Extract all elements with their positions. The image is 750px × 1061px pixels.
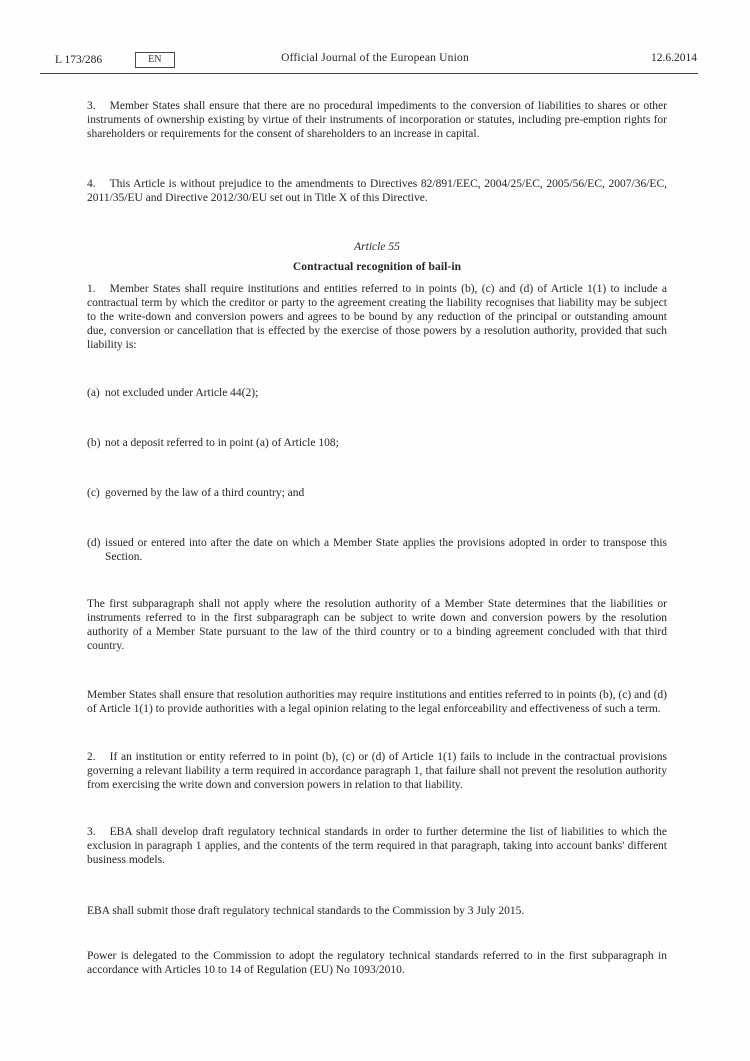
subparagraph-power-delegated: Power is delegated to the Commission to adopt the regulatory technical standards referred to in the first subparagraph in accordance with Articles 10 to 14 of Regulation (EU) No 1093/2010. [87, 950, 667, 976]
header-left-group [55, 52, 175, 68]
journal-title: Official Journal of the European Union [281, 52, 469, 64]
list-item-text: not excluded under Article 44(2); [105, 387, 259, 399]
document-body [87, 99, 667, 1013]
page-reference: L 173/286 [55, 54, 103, 66]
paragraph-text: This Article is without prejudice to the amendments to Directives 82/891/EEC, 2004/25/EC, 2005/56/EC, 2007/36/EC, 2011/35/EU and Directive 2012/30/EU set out in Title X of this Directive. [87, 178, 667, 204]
subparagraph-exception: The first subparagraph shall not apply where the resolution authority of a Member State determines that the liabilities or instruments referred to in the first subparagraph can be subject to write down and conversion powers by the resolution authority of a Member State pursuant to the law of the third country or to a binding agreement concluded with that third country. [87, 598, 667, 652]
list-item-a [87, 386, 667, 400]
subparagraph-eba-submit: EBA shall submit those draft regulatory technical standards to the Commission by 3 July 2015. [87, 905, 525, 917]
list-item-d [87, 536, 667, 564]
list-item-label: (d) [87, 537, 101, 549]
paragraph-3 [87, 99, 667, 141]
list-item-text: issued or entered into after the date on which a Member State applies the provisions adopted in order to transpose this Section. [105, 537, 667, 563]
list-item-text: not a deposit referred to in point (a) of Article 108; [105, 437, 339, 449]
subparagraph-legal-opinion: Member States shall ensure that resolution authorities may require institutions and entities referred to in points (b), (c) and (d) of Article 1(1) to provide authorities with a legal opinion relating to the legal enforceability and effectiveness of such a term. [87, 689, 667, 715]
paragraph-1 [87, 282, 667, 352]
list-item-label: (a) [87, 387, 100, 399]
paragraph-2 [87, 750, 667, 792]
paragraph-number: 4. [87, 178, 96, 190]
list-item-label: (c) [87, 487, 100, 499]
page-header [0, 50, 750, 68]
paragraph-text: EBA shall develop draft regulatory technical standards in order to further determine the list of liabilities to which the exclusion in paragraph 1 applies, and the contents of the term required in that paragraph, taking into account banks' different business models. [87, 826, 667, 866]
paragraph-number: 1. [87, 283, 96, 295]
header-rule [40, 73, 698, 74]
language-badge: EN [135, 52, 174, 68]
issue-date: 12.6.2014 [651, 52, 697, 64]
list-item-text: governed by the law of a third country; and [105, 487, 305, 499]
paragraph-number: 3. [87, 100, 96, 112]
article-title-heading: Contractual recognition of bail-in [292, 261, 462, 273]
list-item-label: (b) [87, 437, 101, 449]
list-item-b [87, 436, 667, 450]
paragraph-number: 2. [87, 751, 96, 763]
paragraph-number: 3. [87, 826, 96, 838]
article-number-heading: Article 55 [354, 241, 400, 253]
paragraph-text: Member States shall require institutions and entities referred to in points (b), (c) and (d) of Article 1(1) to include a contractual term by which the creditor or party to the agreement creating the liability recognises that liability may be subject to the write-down and conversion powers and agrees to be bound by any reduction of the principal or outstanding amount due, conversion or cancellation that is effected by the exercise of those powers by a resolution authority, provided that such liability is: [87, 283, 667, 351]
paragraph-3-eba [87, 825, 667, 867]
paragraph-text: If an institution or entity referred to in point (b), (c) or (d) of Article 1(1) fails to include in the contractual provisions governing a relevant liability a term required in accordance paragraph 1, that failure shall not prevent the resolution authority from exercising the write down and conversion powers in relation to that liability. [87, 751, 667, 791]
paragraph-text: Member States shall ensure that there are no procedural impediments to the conversion of liabilities to shares or other instruments of ownership existing by virtue of their instruments of incorporation or statutes, including pre-emption rights for shareholders or requirements for the consent of shareholders to an increase in capital. [87, 100, 667, 140]
paragraph-4 [87, 177, 667, 205]
list-item-c [87, 486, 667, 500]
